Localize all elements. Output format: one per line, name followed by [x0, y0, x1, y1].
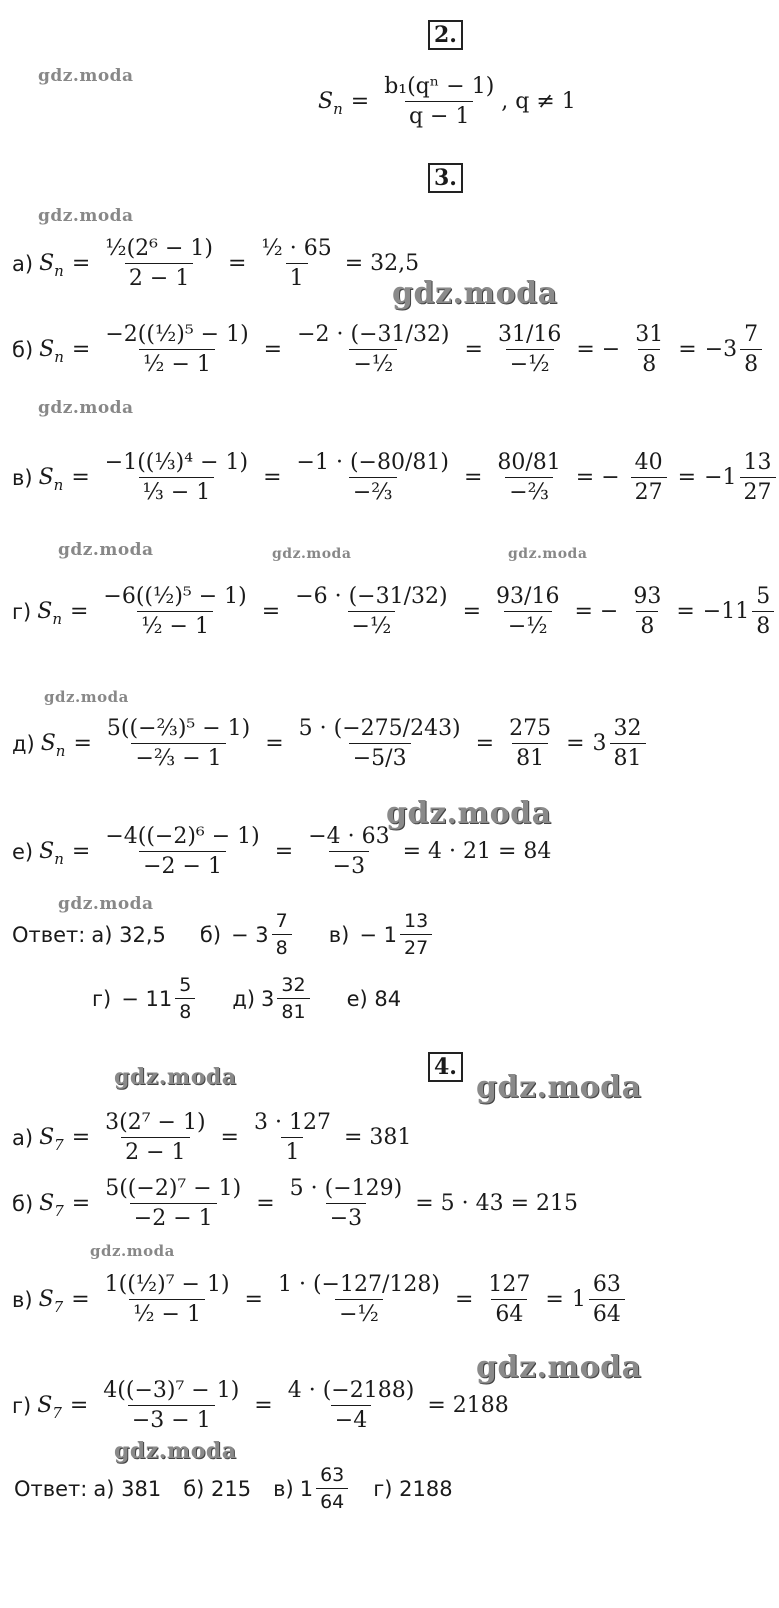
equals-sign: = [475, 731, 495, 756]
fraction [103, 716, 254, 771]
fraction-denominator: −5/3 [349, 743, 411, 771]
fraction-numerator: 3(2⁷ − 1) [105, 1110, 206, 1135]
fraction [316, 1464, 348, 1513]
line-label: д) [12, 731, 35, 756]
equals-sign: = [254, 1393, 273, 1418]
fraction-numerator: 5 [756, 584, 771, 609]
fraction-numerator: 93 [633, 584, 662, 609]
watermark: gdz.moda [114, 1438, 237, 1464]
math-text: 3 [261, 986, 275, 1011]
fraction [484, 1272, 534, 1327]
fraction-numerator: 80/81 [497, 450, 561, 475]
fraction-numerator: 5 [179, 974, 192, 996]
fraction-denominator: −4 [331, 1405, 371, 1433]
fraction-numerator: 275 [509, 716, 552, 741]
subscript: 7 [54, 1135, 64, 1154]
fraction-numerator: 13 [403, 910, 429, 932]
fraction-numerator: ½(2⁶ − 1) [105, 236, 213, 261]
answer-item: б) 215 [183, 1476, 252, 1501]
fraction [740, 450, 776, 505]
fraction-numerator: ½ · 65 [261, 236, 332, 261]
fraction-denominator: 81 [610, 743, 646, 771]
sum-formula [318, 74, 576, 129]
variable: S [39, 337, 55, 362]
line-label: в) [12, 465, 33, 490]
fraction-denominator: 27 [740, 477, 776, 505]
fraction-denominator: 27 [631, 477, 667, 505]
math-text: = 32,5 [344, 251, 420, 276]
fraction [631, 322, 667, 377]
watermark: gdz.moda [90, 1242, 175, 1260]
fraction-numerator: −6 · (−31/32) [295, 584, 448, 609]
answer-item: г) 2188 [373, 1476, 453, 1501]
task3-line-b [12, 322, 765, 377]
fraction-denominator: −2 − 1 [130, 1203, 217, 1231]
math-text: 1 [299, 1476, 314, 1501]
fraction-denominator: 27 [400, 934, 432, 959]
fraction-denominator: 64 [316, 1488, 348, 1513]
fraction-denominator: 64 [491, 1299, 527, 1327]
line-label: а) [12, 1125, 34, 1150]
fraction [284, 1378, 419, 1433]
answer-item [92, 974, 198, 1023]
equals-sign: = [678, 337, 697, 362]
line-label: б) [12, 1191, 34, 1216]
watermark: gdz.moda [38, 66, 134, 86]
fraction [610, 716, 646, 771]
math-text: −1 [704, 465, 737, 490]
fraction-denominator: 1 [286, 263, 308, 291]
line-label: а) [12, 251, 34, 276]
equals-sign: = [73, 731, 92, 756]
fraction-numerator: −6((½)⁵ − 1) [103, 584, 247, 609]
answer-item: а) 32,5 [91, 922, 166, 947]
fraction [257, 236, 335, 291]
fraction [740, 322, 762, 377]
equals-sign: = [677, 465, 697, 490]
equals-sign: = [71, 251, 91, 276]
fraction-numerator: 63 [320, 1464, 345, 1486]
math-text: − 3 [231, 922, 269, 947]
subscript: n [54, 849, 64, 868]
fraction-denominator: ½ − 1 [139, 349, 215, 377]
variable: S [37, 599, 53, 624]
fraction-denominator: −3 [329, 851, 369, 879]
subscript: 7 [52, 1403, 62, 1422]
fraction-denominator: 64 [589, 1299, 625, 1327]
equals-sign: = − [575, 465, 620, 490]
formula-denominator: q − 1 [405, 101, 474, 129]
formula-lhs: S [318, 89, 334, 114]
fraction-denominator: −½ [506, 349, 554, 377]
fraction-numerator: −4((−2)⁶ − 1) [105, 824, 260, 849]
equals-sign: = [256, 1191, 275, 1216]
equals-sign: = [227, 251, 247, 276]
fraction-numerator: −1((⅓)⁴ − 1) [104, 450, 249, 475]
line-label: г) [12, 599, 32, 624]
task4-line-g [12, 1378, 509, 1433]
subscript: 7 [53, 1297, 64, 1316]
watermark: gdz.moda [392, 276, 558, 311]
equals-sign: = [350, 89, 370, 114]
fraction [293, 450, 453, 505]
math-text: −11 [702, 599, 750, 624]
task3-line-g [12, 584, 777, 639]
fraction [631, 450, 667, 505]
math-text: = 5 · 43 = 215 [415, 1191, 579, 1216]
fraction [286, 1176, 407, 1231]
fraction-numerator: 32 [613, 716, 642, 741]
subscript: n [54, 261, 64, 280]
fraction [400, 910, 432, 959]
fraction [505, 716, 555, 771]
fraction-denominator: −⅔ − 1 [131, 743, 225, 771]
watermark: gdz.moda [508, 546, 588, 562]
fraction [101, 236, 217, 291]
fraction-numerator: −1 · (−80/81) [296, 450, 449, 475]
equals-sign: = [220, 1125, 239, 1150]
equals-sign: = [676, 599, 695, 624]
fraction [589, 1272, 625, 1327]
watermark: gdz.moda [476, 1350, 642, 1385]
equals-sign: = [71, 337, 91, 362]
equals-sign: = [244, 1287, 263, 1312]
fraction-numerator: 63 [592, 1272, 621, 1297]
fraction [752, 584, 774, 639]
fraction-denominator: −½ [348, 611, 396, 639]
fraction-numerator: 5 · (−129) [289, 1176, 403, 1201]
fraction-numerator: −4 · 63 [308, 824, 390, 849]
task3-line-e [12, 824, 551, 879]
watermark: gdz.moda [476, 1070, 642, 1105]
fraction-denominator: ½ − 1 [137, 611, 213, 639]
fraction [101, 1176, 245, 1231]
fraction-numerator: 4((−3)⁷ − 1) [103, 1378, 240, 1403]
fraction-denominator: 8 [752, 611, 774, 639]
line-label: г) [12, 1393, 32, 1418]
fraction-denominator: −3 [326, 1203, 366, 1231]
watermark: gdz.moda [272, 546, 352, 562]
fraction [304, 824, 393, 879]
equals-sign: = [263, 465, 282, 490]
fraction-numerator: −2 · (−31/32) [297, 322, 450, 347]
subscript: n [53, 475, 64, 494]
math-text: 1 [571, 1287, 586, 1312]
fraction-numerator: 5 · (−275/243) [298, 716, 461, 741]
fraction [293, 322, 453, 377]
task3-line-d [12, 716, 649, 771]
fraction-numerator: 4 · (−2188) [287, 1378, 415, 1403]
equals-sign: = [71, 1125, 91, 1150]
math-text: г) [92, 986, 112, 1011]
fraction-denominator: −½ [349, 349, 397, 377]
fraction [629, 584, 665, 639]
fraction-numerator: 3 · 127 [253, 1110, 331, 1135]
subscript: n [52, 609, 62, 628]
fraction [492, 584, 563, 639]
variable: S [37, 1393, 53, 1418]
equals-sign: = [71, 1191, 91, 1216]
section-2-header: 2. [428, 20, 463, 50]
fraction-numerator: 1((½)⁷ − 1) [104, 1272, 230, 1297]
fraction [250, 1110, 335, 1165]
task4-answer-row [14, 1464, 487, 1513]
section-3-header: 3. [428, 163, 463, 193]
math-text: в) [328, 922, 350, 947]
watermark: gdz.moda [58, 540, 154, 560]
equals-sign: = [454, 1287, 474, 1312]
answer-item [273, 1464, 351, 1513]
fraction-numerator: 5((−⅔)⁵ − 1) [106, 716, 251, 741]
fraction-denominator: 2 − 1 [121, 1137, 189, 1165]
fraction-denominator: ½ − 1 [129, 1299, 205, 1327]
formula-condition: , q ≠ 1 [501, 89, 576, 114]
fraction-denominator: 81 [512, 743, 548, 771]
fraction-numerator: 7 [275, 910, 288, 932]
fraction [101, 322, 252, 377]
variable: S [39, 1191, 55, 1216]
formula-numerator: b₁(qⁿ − 1) [384, 74, 495, 99]
equals-sign: = [462, 599, 482, 624]
fraction [277, 974, 309, 1023]
watermark: gdz.moda [44, 688, 129, 706]
answer-item [200, 910, 295, 959]
watermark: gdz.moda [58, 894, 154, 914]
watermark: gdz.moda [38, 398, 134, 418]
fraction-numerator: 93/16 [496, 584, 560, 609]
fraction [274, 1272, 444, 1327]
fraction-denominator: 8 [272, 934, 292, 959]
equals-sign: = [69, 1393, 89, 1418]
fraction [101, 450, 252, 505]
watermark: gdz.moda [386, 796, 552, 831]
fraction [291, 584, 451, 639]
fraction [494, 322, 565, 377]
task3-answer-row1 [12, 910, 469, 959]
task4-line-a [12, 1110, 411, 1165]
task4-line-b [12, 1176, 578, 1231]
math-text: − 1 [359, 922, 397, 947]
math-text: б) [199, 922, 222, 947]
math-text: = 381 [343, 1125, 412, 1150]
fraction-denominator: −½ [335, 1299, 383, 1327]
fraction-denominator: 2 − 1 [125, 263, 193, 291]
equals-sign: = − [576, 337, 621, 362]
fraction-numerator: 7 [744, 322, 759, 347]
fraction-denominator: −3 − 1 [128, 1405, 215, 1433]
formula-lhs-sub: n [333, 99, 343, 118]
fraction-denominator: ⅓ − 1 [139, 477, 215, 505]
equals-sign: = [71, 839, 91, 864]
fraction-numerator: 31 [635, 322, 664, 347]
task3-answer-row2 [92, 974, 435, 1023]
line-label: б) [12, 337, 34, 362]
fraction-numerator: −2((½)⁵ − 1) [105, 322, 249, 347]
fraction [101, 824, 263, 879]
math-text: − 11 [121, 986, 173, 1011]
equals-sign: = [545, 1287, 564, 1312]
math-text: 3 [592, 731, 607, 756]
subscript: 7 [54, 1201, 64, 1220]
fraction-denominator: 1 [281, 1137, 303, 1165]
variable: S [39, 1125, 55, 1150]
equals-sign: = [69, 599, 89, 624]
fraction-numerator: 1 · (−127/128) [277, 1272, 440, 1297]
fraction-numerator: 31/16 [497, 322, 562, 347]
fraction [493, 450, 564, 505]
answer-item: а) 381 [93, 1476, 162, 1501]
line-label: в) [12, 1287, 33, 1312]
fraction-denominator: 8 [636, 611, 658, 639]
fraction-numerator: 127 [488, 1272, 531, 1297]
answer-item [232, 974, 312, 1023]
variable: S [38, 465, 54, 490]
fraction-denominator: 8 [175, 998, 195, 1023]
equals-sign: = [274, 839, 294, 864]
fraction [295, 716, 465, 771]
equals-sign: = [265, 731, 284, 756]
fraction-denominator: −⅔ [349, 477, 397, 505]
fraction [99, 584, 250, 639]
line-label: е) [12, 839, 34, 864]
math-text: = 2188 [427, 1393, 509, 1418]
math-text: Ответ: [14, 1476, 88, 1501]
fraction-numerator: 5((−2)⁷ − 1) [105, 1176, 242, 1201]
fraction-numerator: 13 [743, 450, 772, 475]
equals-sign: = [566, 731, 585, 756]
variable: S [40, 731, 56, 756]
subscript: n [55, 741, 66, 760]
task4-line-v [12, 1272, 628, 1327]
fraction-denominator: 81 [277, 998, 309, 1023]
answer-item [329, 910, 435, 959]
formula-fraction [380, 74, 498, 129]
fraction-numerator: 32 [281, 974, 306, 996]
fraction [99, 1378, 243, 1433]
math-text: −3 [704, 337, 738, 362]
equals-sign: = [261, 599, 281, 624]
fraction [101, 1110, 209, 1165]
fraction-denominator: −2 − 1 [139, 851, 226, 879]
task3-line-v [12, 450, 779, 505]
equals-sign: = [263, 337, 283, 362]
variable: S [39, 251, 55, 276]
fraction-numerator: 40 [634, 450, 663, 475]
math-text: д) [232, 986, 256, 1011]
subscript: n [54, 347, 64, 366]
equals-sign: = [71, 465, 90, 490]
equals-sign: = [464, 337, 483, 362]
fraction-denominator: −½ [504, 611, 552, 639]
fraction-denominator: −⅔ [505, 477, 553, 505]
fraction [272, 910, 292, 959]
answer-item: е) 84 [346, 986, 402, 1011]
equals-sign: = [71, 1287, 90, 1312]
variable: S [38, 1287, 54, 1312]
math-text: Ответ: [12, 922, 86, 947]
math-text: в) [273, 1476, 294, 1501]
fraction [101, 1272, 234, 1327]
watermark: gdz.moda [38, 206, 134, 226]
watermark: gdz.moda [114, 1064, 237, 1090]
equals-sign: = − [574, 599, 619, 624]
fraction-denominator: 8 [740, 349, 762, 377]
fraction [175, 974, 195, 1023]
task3-line-a [12, 236, 419, 291]
math-text: = 4 · 21 = 84 [402, 839, 552, 864]
variable: S [39, 839, 55, 864]
equals-sign: = [463, 465, 483, 490]
fraction-denominator: 8 [638, 349, 660, 377]
section-4-header: 4. [428, 1052, 463, 1082]
